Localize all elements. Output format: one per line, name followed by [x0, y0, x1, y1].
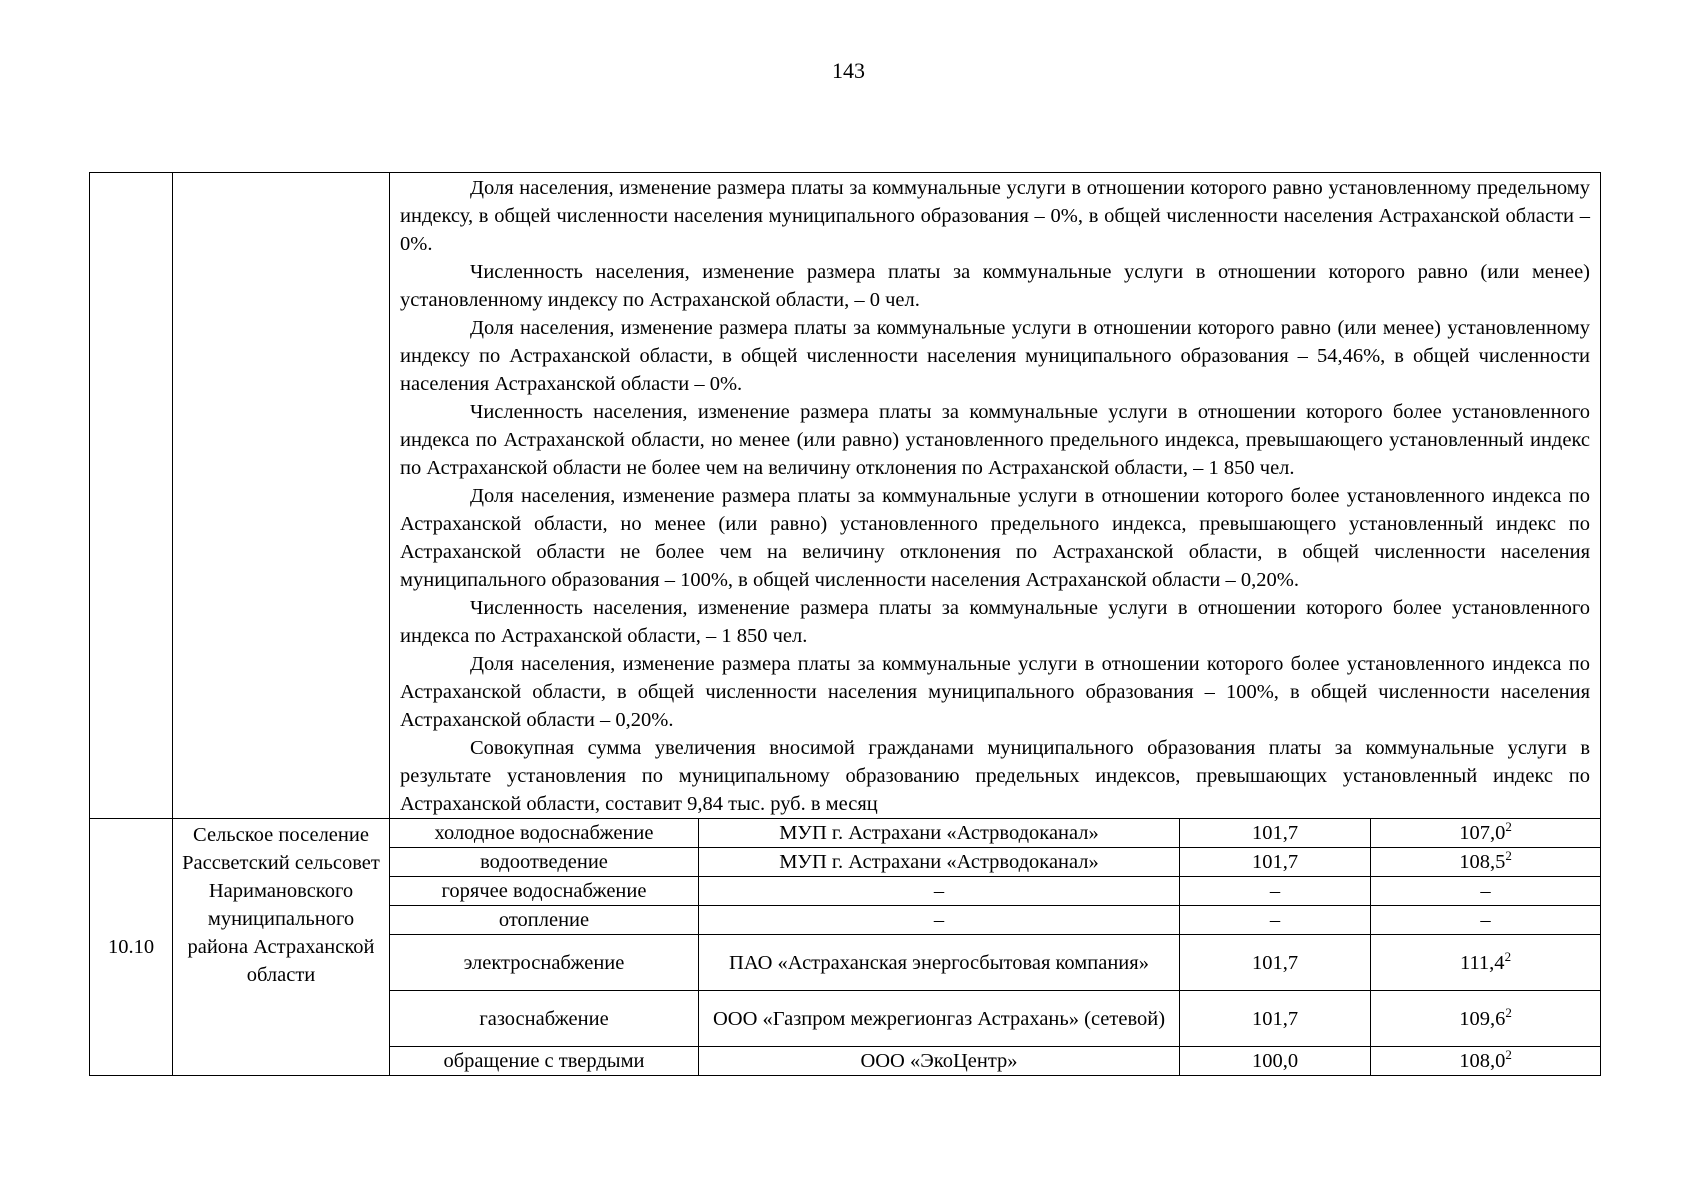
service-name: горячее водоснабжение: [390, 877, 699, 906]
provider-name: –: [699, 877, 1180, 906]
footnote-mark: 2: [1505, 1004, 1512, 1020]
paragraph: Численность населения, изменение размера платы за коммунальные услуги в отношении которого более установленного индекса по Астраханской области, но менее (или равно) установленного предельного индекса, превышающего установленный индекс по Астраханской области не более чем на величину отклонения по Астраханской области, – 1 850 чел.: [400, 401, 1591, 479]
empty-municipality-cell: [173, 173, 390, 819]
index-value: 101,7: [1180, 848, 1371, 877]
provider-name: –: [699, 906, 1180, 935]
provider-name: ООО «ЭкоЦентр»: [699, 1047, 1180, 1076]
limit-index-value: 109,6: [1459, 1007, 1506, 1030]
limit-index-value: 111,4: [1459, 951, 1505, 974]
provider-name: ООО «Газпром межрегионгаз Астрахань» (сетевой): [699, 991, 1180, 1047]
service-name: газоснабжение: [390, 991, 699, 1047]
paragraph: Совокупная сумма увеличения вносимой гражданами муниципального образования платы за коммунальные услуги в результате установления по муниципальному образованию предельных индексов, превышающих установленный индекс по Астраханской области, составит 9,84 тыс. руб. в месяц: [400, 737, 1591, 815]
footnote-mark: 2: [1505, 819, 1512, 835]
limit-index-value: 108,0: [1459, 1050, 1506, 1072]
index-value: –: [1180, 877, 1371, 906]
entry-number: 10.10: [90, 819, 173, 1076]
limit-index-cell: [1371, 848, 1601, 877]
paragraph: Численность населения, изменение размера платы за коммунальные услуги в отношении которого равно (или менее) установленному индексу по Астраханской области, – 0 чел.: [400, 261, 1591, 311]
limit-index-cell: [1371, 1047, 1601, 1076]
page-number: 143: [832, 58, 865, 83]
text-cell: [390, 173, 1601, 819]
service-name: обращение с твердыми: [390, 1047, 699, 1076]
limit-index-value: 108,5: [1459, 851, 1506, 873]
paragraph: Доля населения, изменение размера платы за коммунальные услуги в отношении которого более установленного индекса по Астраханской области, но менее (или равно) установленного предельного индекса, превышающего установленный индекс по Астраханской области не более чем на величину отклонения по Астраханской области, в общей численности населения муниципального образования – 100%, в общей численности населения Астраханской области – 0,20%.: [400, 485, 1591, 591]
paragraph: Доля населения, изменение размера платы за коммунальные услуги в отношении которого равно установленному предельному индексу, в общей численности населения муниципального образования – 0%, в общей численности населения Астраханской области – 0%.: [400, 177, 1591, 255]
limit-index-cell: [1371, 935, 1601, 991]
limit-index-cell: [1371, 991, 1601, 1047]
paragraph: Доля населения, изменение размера платы за коммунальные услуги в отношении которого более установленного индекса по Астраханской области, в общей численности населения муниципального образования – 100%, в общей численности населения Астраханской области – 0,20%.: [400, 653, 1591, 731]
service-name: отопление: [390, 906, 699, 935]
municipality-name: Сельское поселение Рассветский сельсовет Наримановского муниципального района Астраханской области: [173, 819, 390, 1076]
empty-number-cell: [90, 173, 173, 819]
limit-index-cell: [1371, 819, 1601, 848]
text-row: [90, 173, 1601, 819]
limit-index-value: –: [1371, 906, 1601, 935]
paragraph: Численность населения, изменение размера платы за коммунальные услуги в отношении которого более установленного индекса по Астраханской области, – 1 850 чел.: [400, 597, 1591, 647]
paragraph: Доля населения, изменение размера платы за коммунальные услуги в отношении которого равно (или менее) установленному индексу по Астраханской области, в общей численности населения муниципального образования – 54,46%, в общей численности населения Астраханской области – 0%.: [400, 317, 1591, 395]
footnote-mark: 2: [1505, 1047, 1512, 1063]
provider-name: МУП г. Астрахани «Астрводоканал»: [699, 848, 1180, 877]
footnote-mark: 2: [1504, 948, 1512, 964]
index-value: 101,7: [1180, 991, 1371, 1047]
index-value: 101,7: [1180, 935, 1371, 991]
index-value: 100,0: [1180, 1047, 1371, 1076]
table-row: [90, 819, 1601, 848]
provider-name: МУП г. Астрахани «Астрводоканал»: [699, 819, 1180, 848]
provider-name: ПАО «Астраханская энергосбытовая компания»: [699, 935, 1180, 991]
tariff-table: [89, 172, 1601, 1076]
limit-index-value: –: [1371, 877, 1601, 906]
service-name: холодное водоснабжение: [390, 819, 699, 848]
limit-index-value: 107,0: [1459, 822, 1506, 844]
service-name: водоотведение: [390, 848, 699, 877]
footnote-mark: 2: [1505, 848, 1512, 864]
index-value: –: [1180, 906, 1371, 935]
service-name: электроснабжение: [390, 935, 699, 991]
index-value: 101,7: [1180, 819, 1371, 848]
